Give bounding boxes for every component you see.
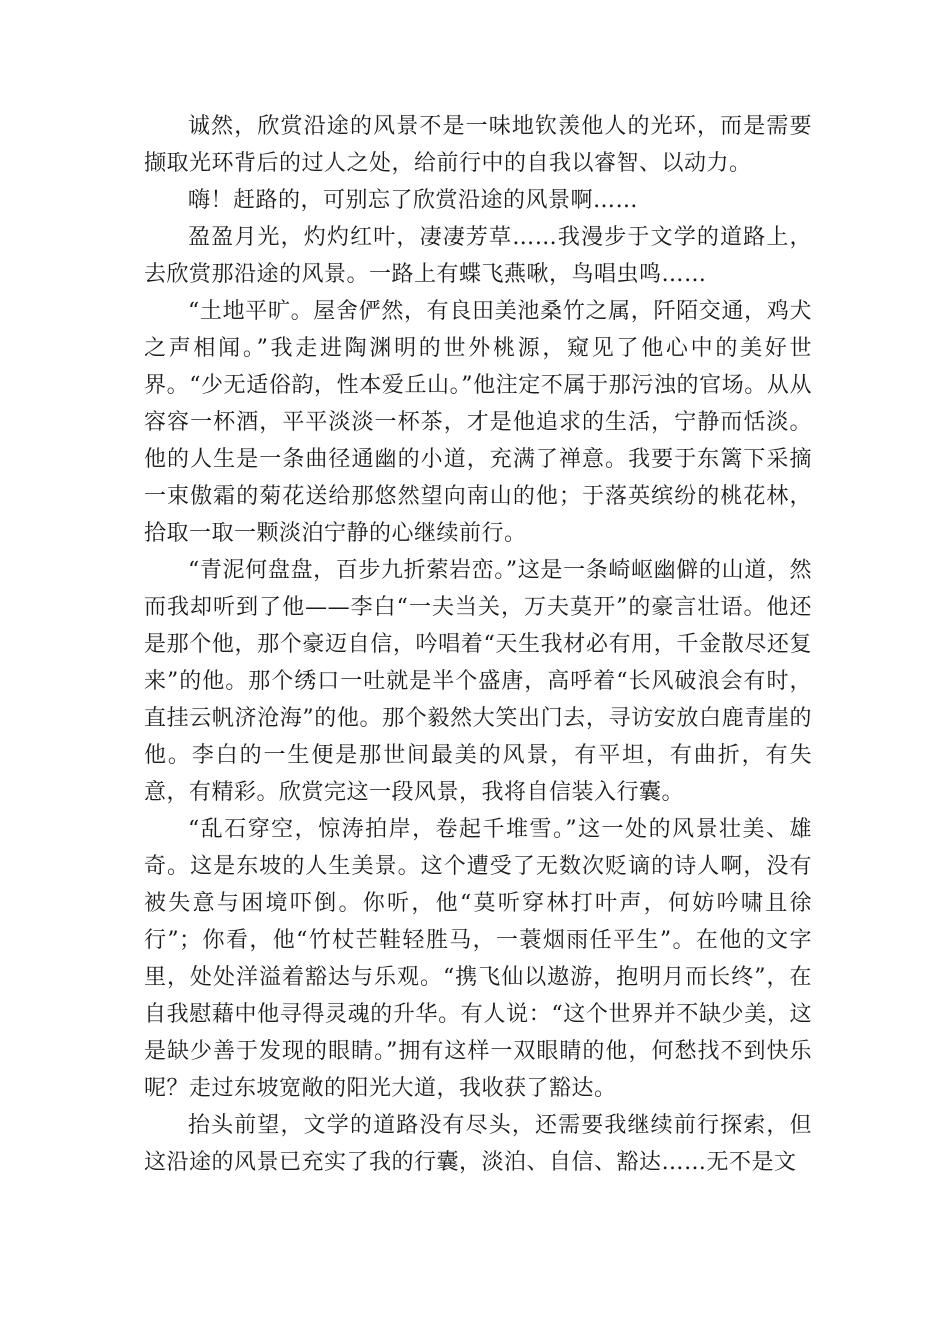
paragraph-su-dongpo: “乱石穿空，惊涛拍岸，卷起千堆雪。”这一处的风景壮美、雄奇。这是东坡的人生美景。这个遭受了无数次贬谪的诗人啊，没有被失意与困境吓倒。你听，他“莫听穿林打叶声，何妨吟啸且徐行”；你看，他“竹杖芒鞋轻胜马，一蓑烟雨任平生”。在他的文字里，处处洋溢着豁达与乐观。“携飞仙以遨游，抱明月而长终”，在自我慰藉中他寻得灵魂的升华。有人说：“这个世界并不缺少美，这是缺少善于发现的眼睛。”拥有这样一双眼睛的他，何愁找不到快乐呢？走过东坡宽敞的阳光大道，我收获了豁达。 [144, 817, 812, 1101]
paragraph-intro: 盈盈月光，灼灼红叶，凄凄芳草……我漫步于文学的道路上，去欣赏那沿途的风景。一路上有蝶飞燕啾，鸟唱虫鸣…… [144, 225, 812, 287]
paragraph-exclamation: 嗨！赶路的，可别忘了欣赏沿途的风景啊…… [188, 188, 639, 213]
paragraph-li-bai: “青泥何盘盘，百步九折萦岩峦。”这是一条崎岖幽僻的山道，然而我却听到了他——李白“一夫当关，万夫莫开”的豪言壮语。他还是那个他，那个豪迈自信，吟唱着“天生我材必有用，千金散尽还复来”的他。那个绣口一吐就是半个盛唐，高呼着“长风破浪会有时，直挂云帆济沧海”的他。那个毅然大笑出门去，寻访安放白鹿青崖的他。李白的一生便是那世间最美的风景，有平坦，有曲折，有失意，有精彩。欣赏完这一段风景，我将自信装入行囊。 [144, 558, 812, 805]
paragraph-closing: 抬头前望，文学的道路没有尽头，还需要我继续前行探索，但这沿途的风景已充实了我的行囊，淡泊、自信、豁达……无不是文 [144, 1113, 812, 1175]
paragraph-tao-yuanming: “土地平旷。屋舍俨然，有良田美池桑竹之属，阡陌交通，鸡犬之声相闻。”我走进陶渊明的世外桃源，窥见了他心中的美好世界。“少无适俗韵，性本爱丘山。”他注定不属于那污浊的官场。从从容容一杯酒，平平淡淡一杯茶，才是他追求的生活，宁静而恬淡。他的人生是一条曲径通幽的小道，充满了禅意。我要于东篱下采摘一束傲霜的菊花送给那悠然望向南山的他；于落英缤纷的桃花林，拾取一取一颗淡泊宁静的心继续前行。 [144, 299, 812, 546]
document-page [144, 108, 812, 1181]
paragraph-conclusion: 诚然，欣赏沿途的风景不是一味地钦羡他人的光环，而是需要撷取光环背后的过人之处，给前行中的自我以睿智、以动力。 [144, 114, 812, 176]
